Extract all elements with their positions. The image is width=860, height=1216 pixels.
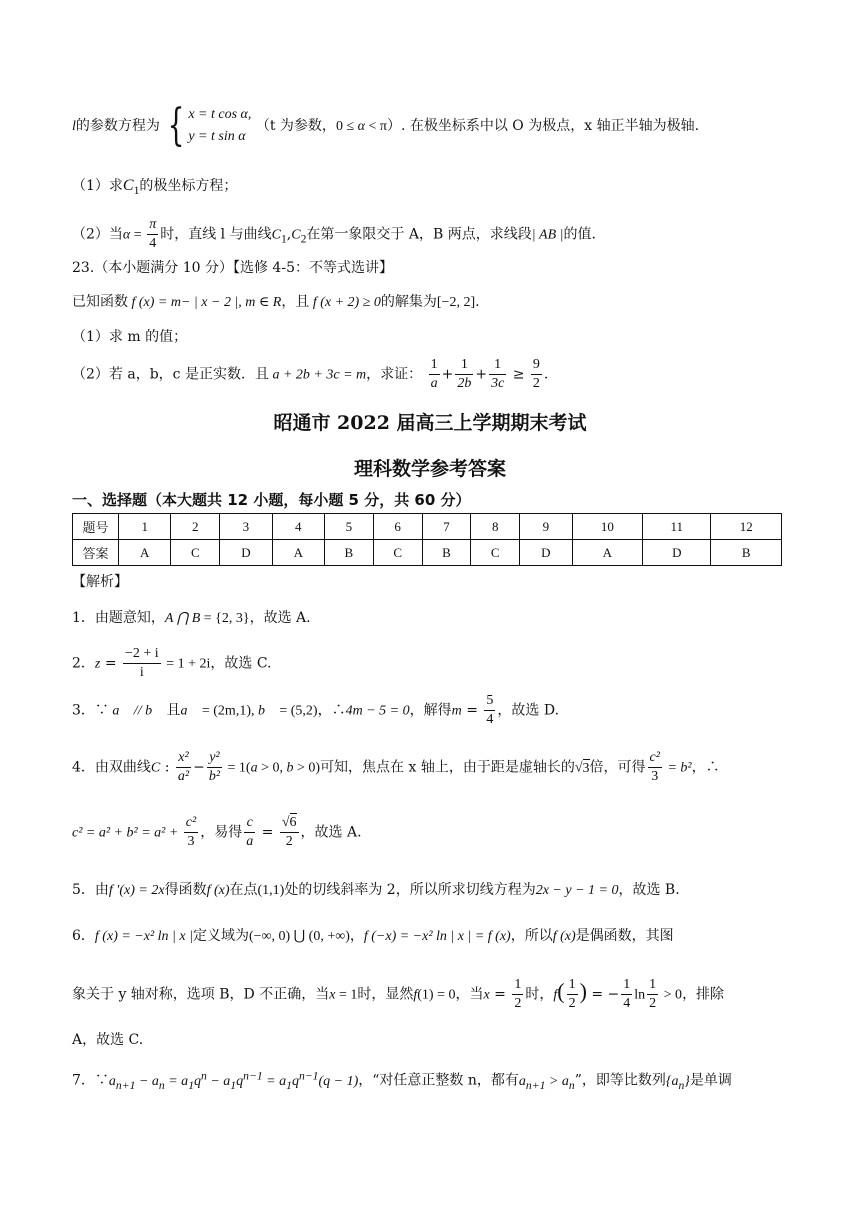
table-cell: 6 bbox=[373, 514, 422, 540]
table-cell: B bbox=[711, 540, 782, 566]
text: 7．∵ bbox=[72, 1072, 109, 1089]
solution-3: 3．∵ a⃗ // b⃗ 且a⃗ = (2m,1), b⃗ = (5,2)，∴4m − 5 = 0，解得m = $\frac{5}{4}$ ，故选 D. bbox=[72, 693, 560, 727]
text: ，排除 bbox=[682, 986, 725, 1003]
text: ，故选 C. bbox=[210, 655, 272, 672]
solution-1: 1．由题意知，A ⋂ B = {2, 3}，故选 A. bbox=[72, 610, 311, 626]
text: ，易得 bbox=[200, 824, 243, 841]
solution-5: 5．由f ′(x) = 2x得函数f (x)在点(1,1)处的切线斜率为 2，所以所求切线方程为2x − y − 1 = 0，故选 B. bbox=[72, 882, 680, 898]
table-cell: C bbox=[373, 540, 422, 566]
fraction: $\frac{1}{2}$ bbox=[514, 977, 522, 1011]
text: （t 为参数， bbox=[255, 118, 336, 134]
text: （1）求 bbox=[72, 178, 123, 194]
text: 的值. bbox=[563, 226, 596, 243]
text: 6． bbox=[72, 928, 95, 944]
text: ，故选 A. bbox=[249, 610, 311, 626]
text: ，∴ bbox=[691, 759, 720, 776]
q23-given: 已知函数 f (x) = m− | x − 2 |, m ∈ R，且 f (x + 2) ≥ 0的解集为[−2, 2]. bbox=[72, 294, 480, 310]
q22-param-line: l的参数方程为 { x = t cos α, y = t sin α （t 为参数，0 ≤ α < π）. 在极坐标系中以 O 为极点，x 轴正半轴为极轴. bbox=[72, 100, 700, 151]
q22-part2: （2）当α = $\frac{\pi}{4}$ 时，直线 l 与曲线$C_1,C_2$在第一象限交于 A，B 两点，求线段| AB |的值. bbox=[72, 217, 596, 251]
table-row bbox=[73, 514, 782, 540]
table-cell: D bbox=[520, 540, 572, 566]
table-cell: C bbox=[171, 540, 220, 566]
analysis-label: 【解析】 bbox=[72, 574, 128, 590]
fraction: $\frac{1}{3c}$ bbox=[491, 357, 505, 391]
text: 在点 bbox=[229, 882, 258, 898]
table-cell: A bbox=[572, 540, 643, 566]
text: 时，直线 l 与曲线 bbox=[160, 226, 272, 243]
solution-6-cont: 象关于 y 轴对称，选项 B，D 不正确，当x = 1时，显然f(1) = 0，当x = $\frac{1}{2}$ 时，f( $\frac{1}{2}$ ) = − $\frac{1}{4}$ ln $\frac{1}{2}$ > 0，排除 bbox=[72, 977, 725, 1011]
table-cell: 11 bbox=[643, 514, 711, 540]
text: 的参数方程为 bbox=[75, 118, 160, 134]
text: 得函数 bbox=[164, 882, 207, 898]
q23-part2: （2）若 a，b，c 是正实数．且 a + 2b + 3c = m，求证： $\frac{1}{a}$ + $\frac{1}{2b}$ + $\frac{1}{3c}$ ≥ $\frac{9}{2}$ . bbox=[72, 357, 549, 391]
text: 1．由题意知， bbox=[72, 610, 165, 626]
text: 4．由双曲线 bbox=[72, 759, 151, 776]
text: 已知函数 bbox=[72, 294, 128, 310]
text: ，故选 A. bbox=[300, 824, 362, 841]
fraction: $\frac{1}{2}$ bbox=[649, 977, 657, 1011]
text: 象关于 y 轴对称，选项 B，D 不正确，当 bbox=[72, 986, 330, 1003]
table-cell: B bbox=[422, 540, 471, 566]
text: 是单调 bbox=[689, 1072, 732, 1089]
fraction: $\frac{1}{2b}$ bbox=[457, 357, 472, 391]
table-cell: 10 bbox=[572, 514, 643, 540]
fraction: $\frac{c}{a}$ bbox=[246, 815, 254, 849]
fraction: $\frac{1}{a}$ bbox=[430, 357, 438, 391]
text: 5．由 bbox=[72, 882, 109, 898]
text: 是偶函数，其图 bbox=[575, 928, 674, 944]
table-cell: 8 bbox=[471, 514, 520, 540]
text: （2）若 a，b，c 是正实数．且 bbox=[72, 366, 269, 383]
text: 定义域为 bbox=[192, 928, 249, 944]
text: ，∴ bbox=[317, 702, 346, 719]
table-cell: 2 bbox=[171, 514, 220, 540]
fraction: $\frac{\text{c²}}{3}$ bbox=[185, 815, 197, 849]
text: 倍，可得 bbox=[589, 759, 646, 776]
table-cell: 7 bbox=[422, 514, 471, 540]
table-cell: 题号 bbox=[73, 514, 119, 540]
text: ，所以 bbox=[510, 928, 553, 944]
fraction: $\frac{-2 + i}{i}$ bbox=[125, 646, 159, 680]
text: 的极坐标方程； bbox=[139, 178, 238, 194]
table-cell: 4 bbox=[272, 514, 324, 540]
text: ，且 bbox=[281, 294, 310, 310]
solution-4: 4．由双曲线C : $\frac{\text{x²}}{\text{a²}}$ − $\frac{\text{y²}}{\text{b²}}$ = 1(a > 0, b > 0)可知，焦点在 x 轴上，由于距是虚轴长的√3倍，可得 $\frac{\text{c²}}{3}$ = b²，∴ bbox=[72, 750, 720, 784]
text: ，“对任意正整数 n，都有 bbox=[358, 1072, 519, 1089]
text: ，求证： bbox=[366, 366, 423, 383]
table-cell: 3 bbox=[220, 514, 272, 540]
text: 时， bbox=[525, 986, 554, 1003]
table-cell: C bbox=[471, 540, 520, 566]
text: 2． bbox=[72, 655, 95, 672]
text: 的解集为 bbox=[380, 294, 437, 310]
solution-6-end: A，故选 C. bbox=[72, 1032, 144, 1048]
text: 处的切线斜率为 2，所以所求切线方程为 bbox=[284, 882, 536, 898]
text: ，故选 D. bbox=[497, 702, 560, 719]
brace-symbol: { bbox=[167, 100, 185, 151]
fraction: $\frac{√6}{2}$ bbox=[281, 815, 297, 849]
text: （2）当 bbox=[72, 226, 123, 243]
table-cell: 12 bbox=[711, 514, 782, 540]
text: 时，显然 bbox=[357, 986, 414, 1003]
answer-table bbox=[72, 513, 782, 566]
text: ， bbox=[349, 928, 364, 944]
table-cell: 答案 bbox=[73, 540, 119, 566]
table-cell: A bbox=[272, 540, 324, 566]
fraction: $\frac{1}{4}$ bbox=[623, 977, 631, 1011]
table-cell: D bbox=[643, 540, 711, 566]
table-cell: D bbox=[220, 540, 272, 566]
q23-part1: （1）求 m 的值； bbox=[72, 329, 188, 345]
fraction: $\frac{\text{c²}}{3}$ bbox=[649, 750, 660, 784]
q23-header: 23.（本小题满分 10 分）【选修 4-5：不等式选讲】 bbox=[72, 260, 393, 276]
fraction: $\frac{9}{2}$ bbox=[532, 357, 540, 391]
table-cell: 5 bbox=[325, 514, 374, 540]
table-cell: B bbox=[325, 540, 374, 566]
fraction: $\frac{1}{2}$ bbox=[568, 977, 576, 1011]
text: 3．∵ bbox=[72, 702, 109, 719]
text: ，解得 bbox=[409, 702, 452, 719]
table-row bbox=[73, 540, 782, 566]
section-heading: 一、选择题（本大题共 12 小题，每小题 5 分，共 60 分） bbox=[72, 491, 471, 509]
text: 且 bbox=[166, 702, 181, 719]
text: 可知，焦点在 x 轴上，由于距是虚轴长的 bbox=[320, 759, 575, 776]
table-cell: A bbox=[119, 540, 171, 566]
solution-4-cont: c² = a² + b² = a² + $\frac{\text{c²}}{3}$ ，易得 $\frac{c}{a}$ = $\frac{√6}{2}$ ，故选 A. bbox=[72, 815, 362, 849]
answer-subtitle: 理科数学参考答案 bbox=[353, 458, 506, 480]
q22-part1: （1）求$C_1$的极坐标方程； bbox=[72, 177, 238, 197]
table-cell: 9 bbox=[520, 514, 572, 540]
fraction: $\frac{\text{y²}}{\text{b²}}$ bbox=[208, 750, 221, 784]
fraction: $\frac{5}{4}$ bbox=[486, 693, 494, 727]
param-system: x = t cos α, y = t sin α bbox=[188, 107, 252, 144]
solution-2: 2．z = $\frac{-2 + i}{i}$ = 1 + 2i，故选 C. bbox=[72, 646, 272, 680]
text: ）. 在极坐标系中以 O 为极点，x 轴正半轴为极轴. bbox=[386, 118, 700, 134]
fraction: $\frac{\pi}{4}$ bbox=[149, 217, 157, 251]
answer-title: 昭通市 2022 届高三上学期期末考试 bbox=[273, 412, 587, 434]
solution-6: 6．f (x) = −x² ln | x |定义域为(−∞, 0) ⋃ (0, +∞)，f (−x) = −x² ln | x | = f (x)，所以f (x)是偶函数，其图 bbox=[72, 928, 674, 944]
fraction: $\frac{\text{x²}}{\text{a²}}$ bbox=[177, 750, 190, 784]
text: ，故选 B. bbox=[618, 882, 680, 898]
table-cell: 1 bbox=[119, 514, 171, 540]
text: 在第一象限交于 A，B 两点，求线段 bbox=[306, 226, 532, 243]
text: ，当 bbox=[455, 986, 484, 1003]
solution-7: 7．$\because a_{n+1} - a_n = a_1q^n - a_1q^{n-1} = a_1q^{n-1}(q - 1)$，“对任意正整数 n，都有$a_{n+1} > a_n$”，即等比数列$\{a_n\}$是单调 bbox=[72, 1069, 732, 1092]
text: ”，即等比数列 bbox=[574, 1072, 666, 1089]
